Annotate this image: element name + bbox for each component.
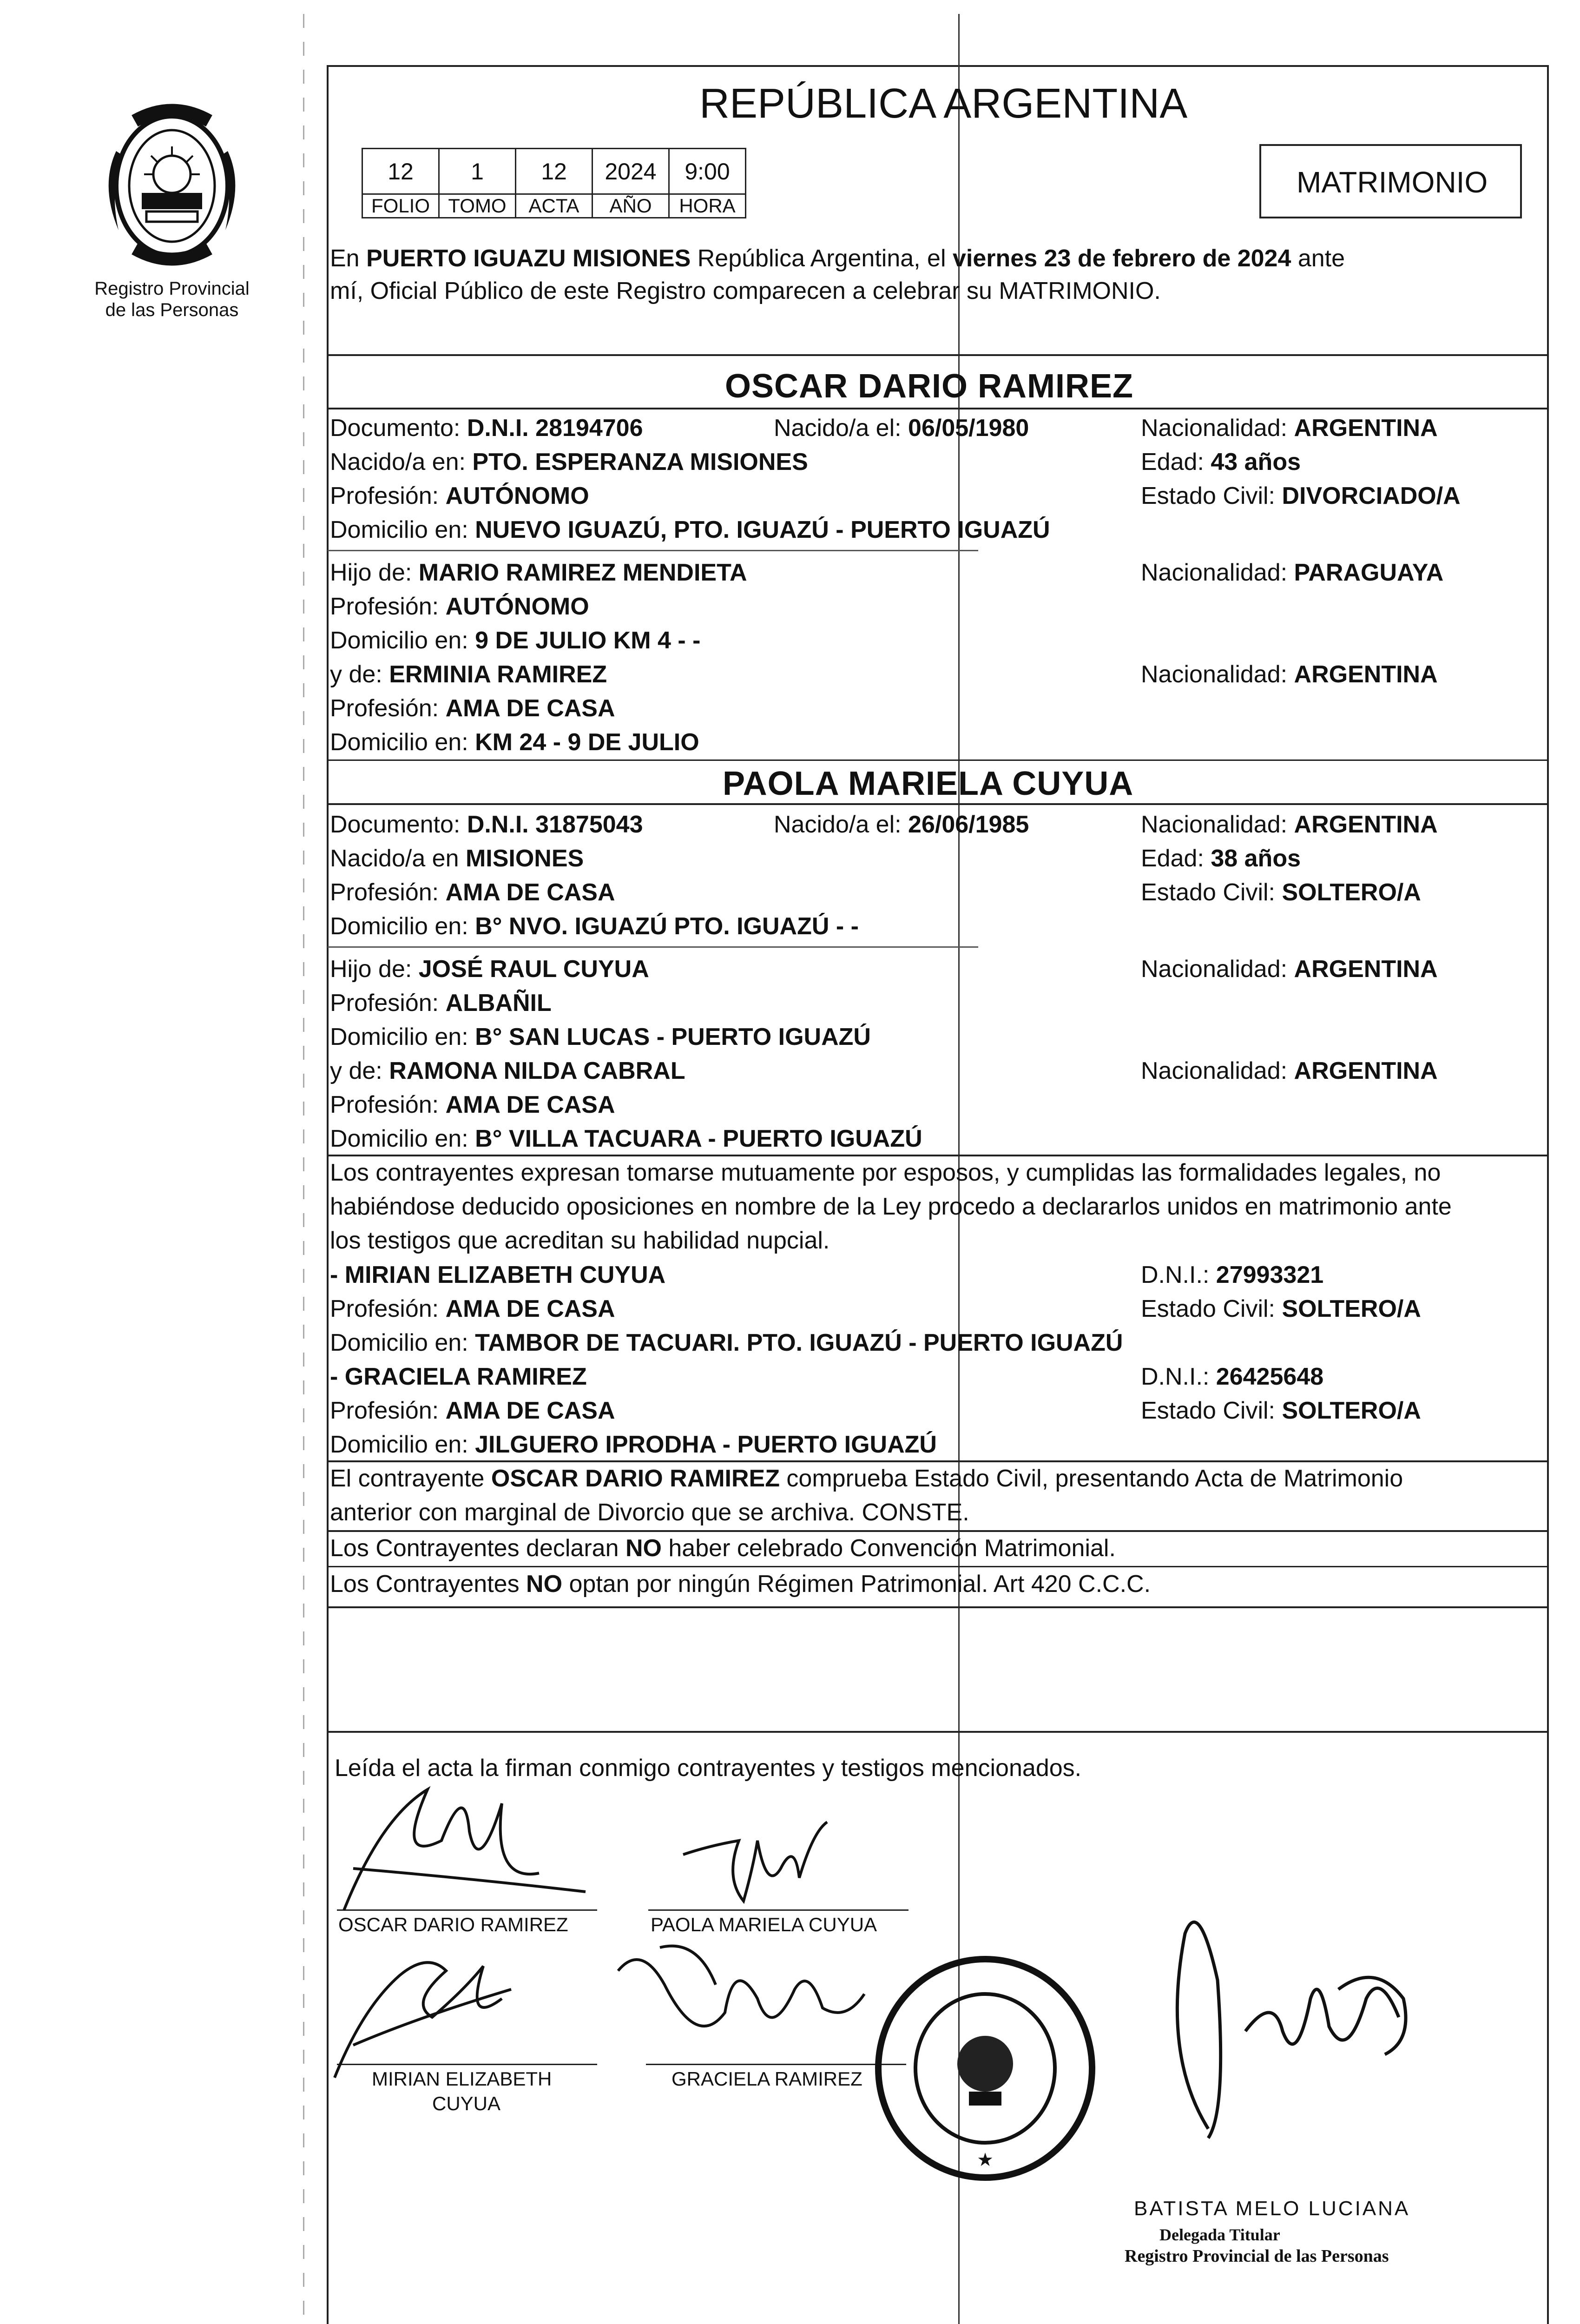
act-meta-table [362, 148, 746, 218]
groom-age: Edad: 43 años [1141, 449, 1301, 475]
groom-mother: y de: ERMINIA RAMIREZ [330, 661, 607, 688]
ano-value: 2024 [592, 149, 669, 194]
note-regime: Los Contrayentes NO optan por ningún Régimen Patrimonial. Art 420 C.C.C. [330, 1571, 1151, 1598]
witness-2-address: Domicilio en: JILGUERO IPRODHA - PUERTO IGUAZÚ [330, 1431, 937, 1458]
official-title: Delegada Titular [1159, 2225, 1280, 2244]
divider [328, 759, 1548, 761]
divider [328, 550, 978, 551]
bride-document: Documento: D.N.I. 31875043 [330, 811, 643, 838]
groom-mother-nationality: Nacionalidad: ARGENTINA [1141, 661, 1438, 688]
groom-birth-date: Nacido/a el: 06/05/1980 [774, 415, 1029, 442]
bride-address: Domicilio en: B° NVO. IGUAZÚ PTO. IGUAZÚ - - [330, 913, 859, 940]
divider [328, 1606, 1548, 1608]
bride-civil-status: Estado Civil: SOLTERO/A [1141, 879, 1421, 906]
bride-mother-address: Domicilio en: B° VILLA TACUARA - PUERTO IGUAZÚ [330, 1125, 922, 1152]
groom-profession: Profesión: AUTÓNOMO [330, 482, 589, 509]
official-stamp-icon [869, 1952, 1101, 2185]
declaration-line-3: los testigos que acreditan su habilidad nupcial. [330, 1227, 830, 1254]
bride-nationality: Nacionalidad: ARGENTINA [1141, 811, 1438, 838]
note-civil-status-line-2: anterior con marginal de Divorcio que se archiva. CONSTE. [330, 1499, 969, 1526]
bride-father-nationality: Nacionalidad: ARGENTINA [1141, 956, 1438, 983]
margin-line [303, 14, 304, 2324]
bride-mother-nationality: Nacionalidad: ARGENTINA [1141, 1057, 1438, 1084]
official-office: Registro Provincial de las Personas [1125, 2246, 1389, 2266]
groom-address: Domicilio en: NUEVO IGUAZÚ, PTO. IGUAZÚ - PUERTO IGUAZÚ [330, 516, 1050, 543]
witness-1-signature-label-2: CUYUA [432, 2093, 501, 2114]
official-signature [1078, 1878, 1431, 2147]
groom-nationality: Nacionalidad: ARGENTINA [1141, 415, 1438, 442]
witness-2-civil-status: Estado Civil: SOLTERO/A [1141, 1397, 1421, 1424]
witness-2-profession: Profesión: AMA DE CASA [330, 1397, 615, 1424]
note-civil-status: El contrayente OSCAR DARIO RAMIREZ comprueba Estado Civil, presentando Acta de Matrimonio [330, 1465, 1403, 1492]
registry-seal-icon [91, 95, 253, 277]
witness-2-name: - GRACIELA RAMIREZ [330, 1363, 587, 1390]
registry-name: Registro Provincial de las Personas [94, 278, 250, 320]
divider [328, 1460, 1548, 1462]
bride-name: PAOLA MARIELA CUYUA [723, 765, 1134, 802]
intro-line-2: mí, Oficial Público de este Registro comparecen a celebrar su MATRIMONIO. [330, 277, 1161, 304]
ano-label: AÑO [592, 194, 669, 218]
bride-birth-place: Nacido/a en MISIONES [330, 845, 584, 872]
divider [328, 946, 978, 948]
hora-label: HORA [669, 194, 746, 218]
svg-text:★: ★ [977, 2149, 994, 2171]
divider [328, 354, 1548, 356]
groom-father-address: Domicilio en: 9 DE JULIO KM 4 - - [330, 627, 701, 654]
tomo-value: 1 [439, 149, 516, 194]
divider [328, 1731, 1548, 1733]
groom-document: Documento: D.N.I. 28194706 [330, 415, 643, 442]
witness-1-name: - MIRIAN ELIZABETH CUYUA [330, 1261, 666, 1288]
witness-1-signature-label: MIRIAN ELIZABETH [372, 2068, 552, 2090]
bride-father: Hijo de: JOSÉ RAUL CUYUA [330, 956, 649, 983]
bride-signature-label: PAOLA MARIELA CUYUA [651, 1914, 877, 1935]
groom-signature [325, 1762, 604, 1938]
witness-2-signature-label: GRACIELA RAMIREZ [672, 2068, 862, 2090]
divider [328, 803, 1548, 805]
groom-mother-profession: Profesión: AMA DE CASA [330, 695, 615, 722]
groom-father-nationality: Nacionalidad: PARAGUAYA [1141, 559, 1444, 586]
official-name: BATISTA MELO LUCIANA [1134, 2197, 1410, 2220]
note-convention: Los Contrayentes declaran NO haber celebrado Convención Matrimonial. [330, 1535, 1116, 1562]
divider [328, 408, 1548, 409]
intro-line-1: En PUERTO IGUAZU MISIONES República Argentina, el viernes 23 de febrero de 2024 ante [330, 245, 1345, 272]
acta-label: ACTA [516, 194, 592, 218]
hora-value: 9:00 [669, 149, 746, 194]
groom-civil-status: Estado Civil: DIVORCIADO/A [1141, 482, 1461, 509]
bride-father-profession: Profesión: ALBAÑIL [330, 990, 552, 1017]
groom-father: Hijo de: MARIO RAMIREZ MENDIETA [330, 559, 747, 586]
bride-father-address: Domicilio en: B° SAN LUCAS - PUERTO IGUAZÚ [330, 1023, 871, 1050]
bride-mother: y de: RAMONA NILDA CABRAL [330, 1057, 685, 1084]
acta-value: 12 [516, 149, 592, 194]
declaration-line-1: Los contrayentes expresan tomarse mutuamente por esposos, y cumplidas las formalidades legales, no [330, 1159, 1441, 1186]
bride-birth-date: Nacido/a el: 26/06/1985 [774, 811, 1029, 838]
tomo-label: TOMO [439, 194, 516, 218]
witness-1-profession: Profesión: AMA DE CASA [330, 1295, 615, 1322]
bride-age: Edad: 38 años [1141, 845, 1301, 872]
groom-name: OSCAR DARIO RAMIREZ [725, 368, 1133, 405]
bride-signature [674, 1813, 869, 1924]
witness-1-address: Domicilio en: TAMBOR DE TACUARI. PTO. IGUAZÚ - PUERTO IGUAZÚ [330, 1329, 1123, 1356]
witness-1-signature [325, 1934, 548, 2087]
declaration-line-2: habiéndose deducido oposiciones en nombre de la Ley procedo a declararlos unidos en matrimonio ante [330, 1193, 1452, 1220]
witness-2-dni: D.N.I.: 26425648 [1141, 1363, 1324, 1390]
groom-mother-address: Domicilio en: KM 24 - 9 DE JULIO [330, 729, 699, 756]
groom-signature-label: OSCAR DARIO RAMIREZ [338, 1914, 568, 1935]
witness-2-signature [604, 1929, 883, 2078]
divider [328, 1530, 1548, 1532]
bride-profession: Profesión: AMA DE CASA [330, 879, 615, 906]
divider [328, 1155, 1548, 1156]
reading-statement: Leída el acta la firman conmigo contrayentes y testigos mencionados. [335, 1755, 1082, 1782]
witness-1-dni: D.N.I.: 27993321 [1141, 1261, 1324, 1288]
folio-label: FOLIO [362, 194, 439, 218]
groom-father-profession: Profesión: AUTÓNOMO [330, 593, 589, 620]
divider [328, 1566, 1548, 1567]
page-title: REPÚBLICA ARGENTINA [699, 80, 1188, 127]
folio-value: 12 [362, 149, 439, 194]
witness-1-civil-status: Estado Civil: SOLTERO/A [1141, 1295, 1421, 1322]
act-type: MATRIMONIO [1297, 165, 1488, 199]
bride-mother-profession: Profesión: AMA DE CASA [330, 1091, 615, 1118]
groom-birth-place: Nacido/a en: PTO. ESPERANZA MISIONES [330, 449, 808, 475]
